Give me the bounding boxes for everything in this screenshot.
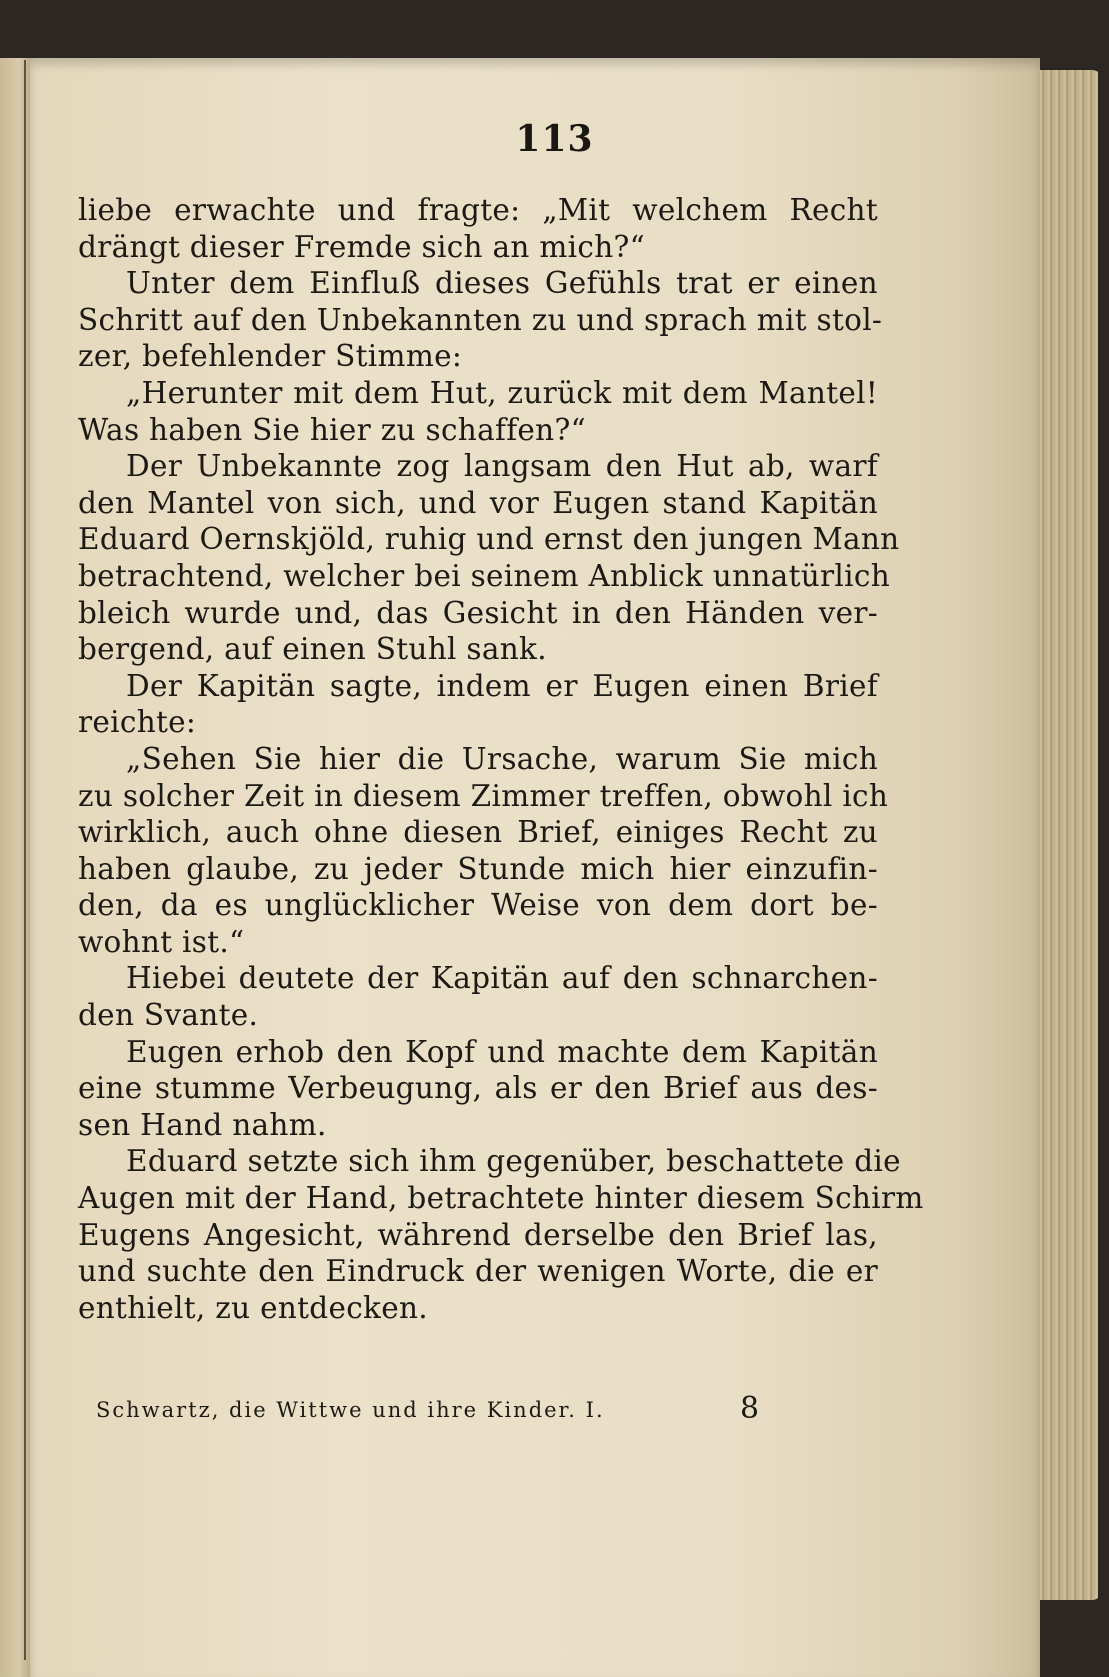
page-edges — [1030, 70, 1102, 1600]
gutter-line — [24, 60, 26, 1660]
signature-mark: 8 — [740, 1391, 760, 1426]
text-line: betrachtend, welcher bei seinem Anblick unnatürlich — [78, 558, 891, 593]
facing-page-edge — [0, 58, 32, 1677]
text-line: den, da es unglücklicher Weise von dem dort be- — [78, 888, 878, 923]
text-line: Hiebei deutete der Kapitän auf den schnarchen- — [126, 961, 878, 996]
text-line: bergend, auf einen Stuhl sank. — [78, 632, 547, 667]
text-line: Schritt auf den Unbekannten zu und sprach mit stol- — [78, 302, 883, 337]
text-line: liebe erwachte und fragte: „Mit welchem Recht — [78, 193, 878, 227]
text-line: Der Unbekannte zog langsam den Hut ab, warf — [126, 449, 878, 484]
text-line: den Svante. — [78, 998, 259, 1033]
text-line: drängt dieser Fremde sich an mich?“ — [78, 229, 646, 264]
text-line: enthielt, zu entdecken. — [78, 1290, 428, 1325]
text-line: wirklich, auch ohne diesen Brief, einiges Recht zu — [78, 815, 878, 850]
footer-imprint: Schwartz, die Wittwe und ihre Kinder. I. — [96, 1398, 605, 1422]
text-line: wohnt ist.“ — [78, 924, 245, 959]
text-line: „Sehen Sie hier die Ursache, warum Sie mich — [126, 741, 878, 776]
text-line: haben glaube, zu jeder Stunde mich hier einzufin- — [78, 851, 878, 886]
text-line: Augen mit der Hand, betrachtete hinter diesem Schirm — [78, 1181, 924, 1216]
text-line: bleich wurde und, das Gesicht in den Händen ver- — [78, 595, 878, 630]
text-line: den Mantel von sich, und vor Eugen stand Kapitän — [78, 485, 878, 520]
text-line: und suchte den Eindruck der wenigen Worte, die er — [78, 1254, 878, 1289]
text-line: Der Kapitän sagte, indem er Eugen einen Brief — [126, 668, 878, 703]
text-line: eine stumme Verbeugung, als er den Brief aus des- — [78, 1071, 878, 1106]
text-line: „Herunter mit dem Hut, zurück mit dem Mantel! — [126, 375, 878, 410]
text-line: Eugens Angesicht, während derselbe den Brief las, — [78, 1217, 878, 1252]
text-line: sen Hand nahm. — [78, 1107, 327, 1142]
text-line: Was haben Sie hier zu schaffen?“ — [78, 412, 586, 447]
text-line: Unter dem Einfluß dieses Gefühls trat er einen — [126, 266, 878, 301]
page-number: 113 — [515, 118, 594, 160]
text-line: Eduard Oernskjöld, ruhig und ernst den jungen Mann — [78, 522, 900, 557]
body-text — [78, 192, 924, 1326]
page-edge-shadow — [1098, 60, 1109, 1677]
text-line: Eduard setzte sich ihm gegenüber, beschattete die — [126, 1144, 901, 1179]
text-line: zu solcher Zeit in diesem Zimmer treffen, obwohl ich — [78, 778, 889, 813]
text-line: zer, befehlender Stimme: — [78, 339, 463, 374]
text-line: Eugen erhob den Kopf und machte dem Kapitän — [126, 1034, 878, 1069]
text-line: reichte: — [78, 705, 197, 740]
